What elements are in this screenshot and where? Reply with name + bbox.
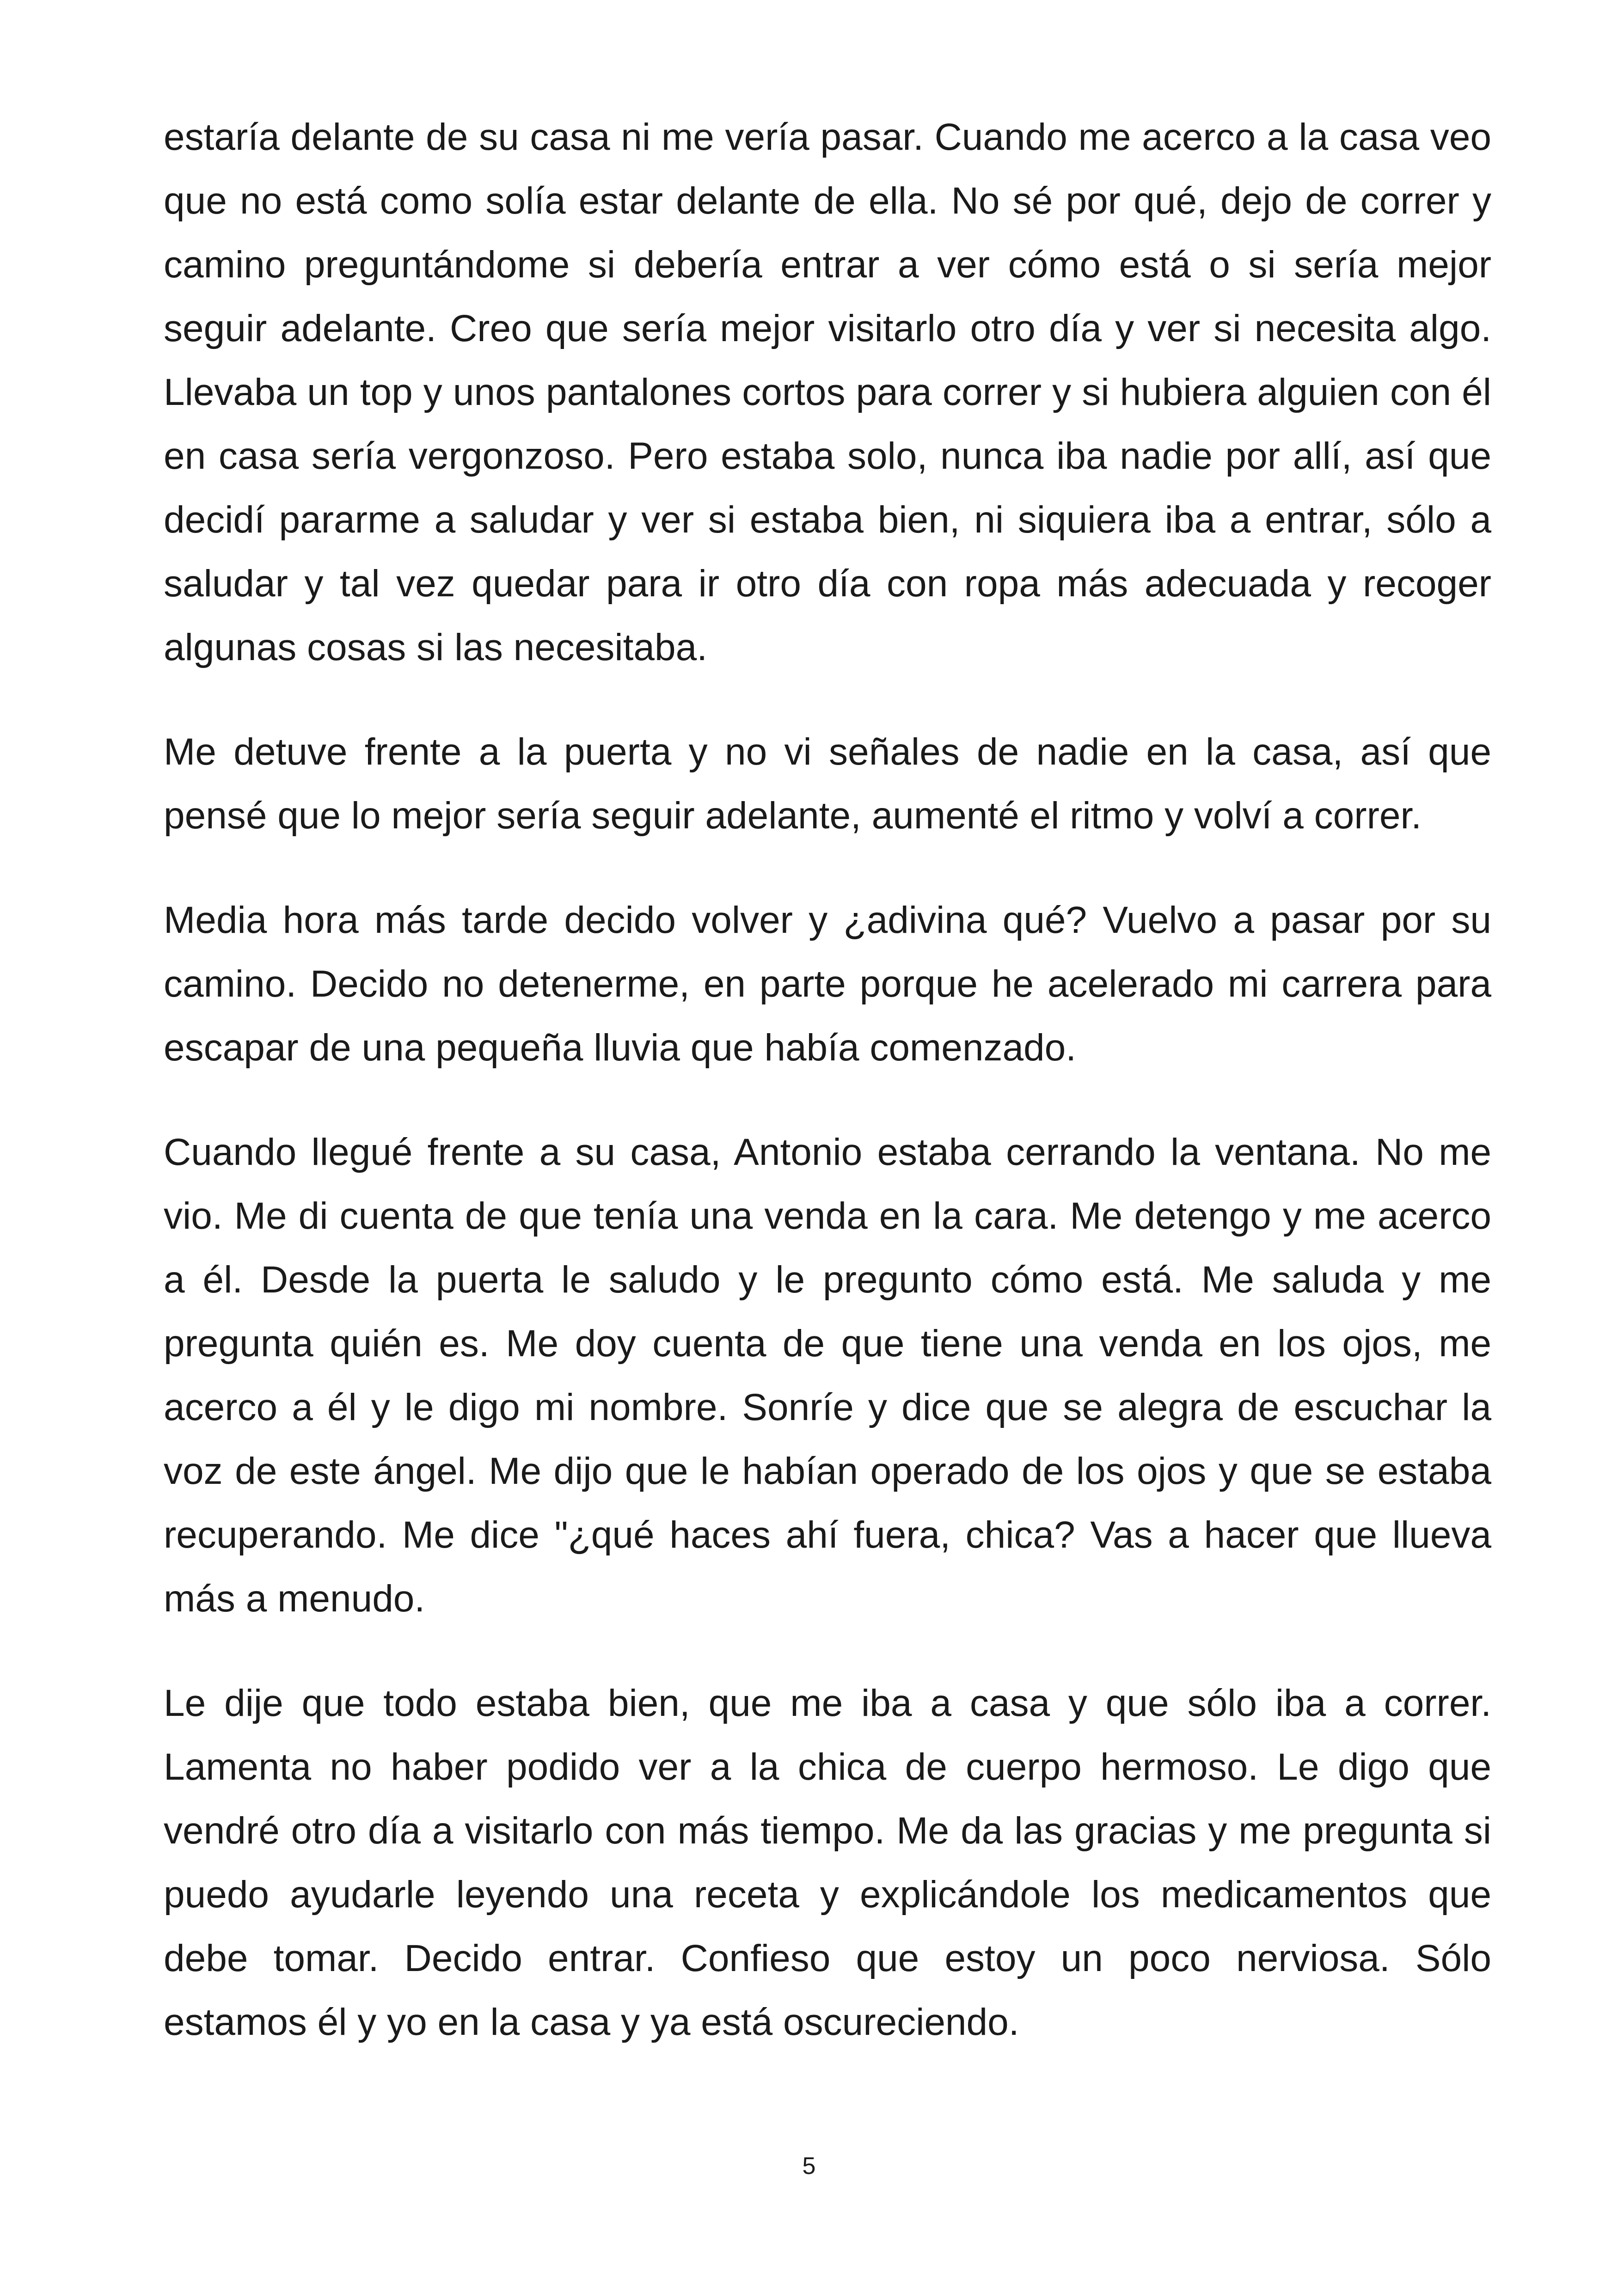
paragraph-4: Cuando llegué frente a su casa, Antonio estaba cerrando la ventana. No me vio. Me di cuenta de que tenía una venda en la cara. Me detengo y me acerco a él. Desde la puerta le saludo y le pregunto cómo está. Me saluda y me pregunta quién es. Me doy cuenta de que tiene una venda en los ojos, me acerco a él y le digo mi nombre. Sonríe y dice que se alegra de escuchar la voz de este ángel. Me dijo que le habían operado de los ojos y que se estaba recuperando. Me dice "¿qué haces ahí fuera, chica? Vas a hacer que llueva más a menudo. (164, 1131, 1491, 1620)
page-number: 5 (802, 2153, 816, 2180)
paragraph-1: estaría delante de su casa ni me vería pasar. Cuando me acerco a la casa veo que no está como solía estar delante de ella. No sé por qué, dejo de correr y camino preguntándome si debería entrar a ver cómo está o si sería mejor seguir adelante. Creo que sería mejor visitarlo otro día y ver si necesita algo. Llevaba un top y unos pantalones cortos para correr y si hubiera alguien con él en casa sería vergonzoso. Pero estaba solo, nunca iba nadie por allí, así que decidí pararme a saludar y ver si estaba bien, ni siquiera iba a entrar, sólo a saludar y tal vez quedar para ir otro día con ropa más adecuada y recoger algunas cosas si las necesitaba. (164, 116, 1491, 668)
paragraph-3: Media hora más tarde decido volver y ¿adivina qué? Vuelvo a pasar por su camino. Decido no detenerme, en parte porque he acelerado mi carrera para escapar de una pequeña lluvia que había comenzado. (164, 899, 1491, 1069)
paragraph-5: Le dije que todo estaba bien, que me iba a casa y que sólo iba a correr. Lamenta no haber podido ver a la chica de cuerpo hermoso. Le digo que vendré otro día a visitarlo con más tiempo. Me da las gracias y me pregunta si puedo ayudarle leyendo una receta y explicándole los medicamentos que debe tomar. Decido entrar. Confieso que estoy un poco nerviosa. Sólo estamos él y yo en la casa y ya está oscureciendo. (164, 1682, 1491, 2043)
paragraph-2: Me detuve frente a la puerta y no vi señales de nadie en la casa, así que pensé que lo mejor sería seguir adelante, aumenté el ritmo y volví a correr. (164, 731, 1491, 837)
text-body (164, 105, 1491, 2054)
